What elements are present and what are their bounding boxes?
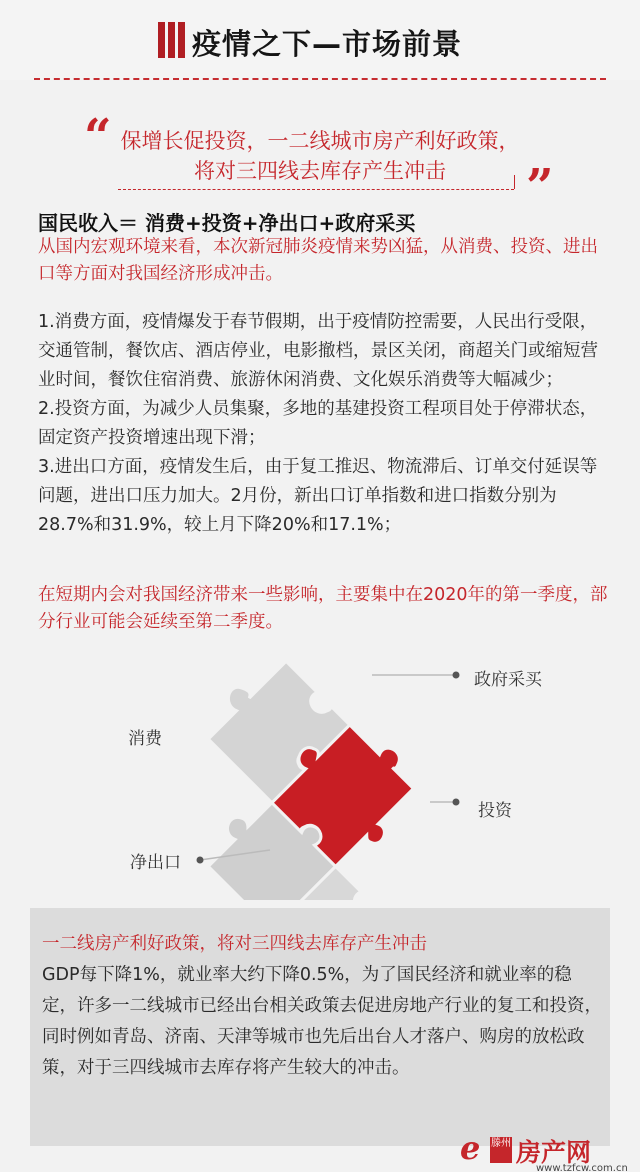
points-list [38,308,608,540]
quote-underline [118,189,514,190]
connector-dot-investment [453,799,460,806]
quote-close-icon: ” [526,159,554,215]
point-trade: 3.进出口方面，疫情发生后，由于复工推迟、物流滞后、订单交付延误等问题，进出口压力加大。2月份，新出口订单指数和进口指数分别为28.7%和31.9%，较上月下降20%和17.1%； [38,457,598,535]
label-consumption: 消费 [128,729,162,749]
label-net-export: 净出口 [130,853,181,873]
income-formula: 国民收入＝ 消费+投资+净出口+政府采买 [38,211,416,235]
puzzle-diagram [0,650,640,900]
impact-paragraph: 在短期内会对我国经济带来一些影响，主要集中在2020年的第一季度，部分行业可能会延续至第二季度。 [38,585,608,632]
policy-body: GDP每下降1%，就业率大约下降0.5%，为了国民经济和就业率的稳定，许多一二线城市已经出台相关政策去促进房地产行业的复工和投资，同时例如青岛、济南、天津等城市也先后出台人才落户、购房的放松政策，对于三四线城市去库存将产生较大的冲击。 [42,965,602,1078]
header-divider [34,78,606,80]
puzzle-graphic [0,650,640,900]
page-title: 疫情之下—市场前景 [192,27,463,61]
quote-block [0,105,640,215]
connector-dot-gov [453,672,460,679]
label-gov-purchase: 政府采买 [474,670,542,690]
quote-line-2: 将对三四线去库存产生冲击 [194,159,446,183]
policy-box [30,908,610,1146]
quote-tick [514,175,515,189]
logo-url: www.tzfcw.com.cn [536,1163,628,1172]
title-bars-icon [158,22,188,58]
intro-paragraph: 从国内宏观环境来看，本次新冠肺炎疫情来势凶猛，从消费、投资、进出口等方面对我国经济形成冲击。 [38,237,598,284]
logo-name: 房产网 [516,1138,592,1167]
logo-city-badge: 滕州 [490,1137,512,1163]
logo-e-icon: e [460,1129,481,1167]
policy-title: 一二线房产利好政策，将对三四线去库存产生冲击 [42,934,427,954]
label-investment: 投资 [478,801,512,821]
header [0,0,640,80]
connector-dot-net-export [197,857,204,864]
point-investment: 2.投资方面，为减少人员集聚，多地的基建投资工程项目处于停滞状态，固定资产投资增速出现下滑； [38,399,598,448]
quote-open-icon: “ [84,109,112,165]
point-consumption: 1.消费方面，疫情爆发于春节假期，出于疫情防控需要，人民出行受限，交通管制，餐饮店、酒店停业，电影撤档，景区关闭，商超关门或缩短营业时间，餐饮住宿消费、旅游休闲消费、文化娱乐消费等大幅减少； [38,312,598,390]
quote-line-1: 保增长促投资，一二线城市房产利好政策， [120,129,520,153]
footer-logo [430,1129,630,1172]
